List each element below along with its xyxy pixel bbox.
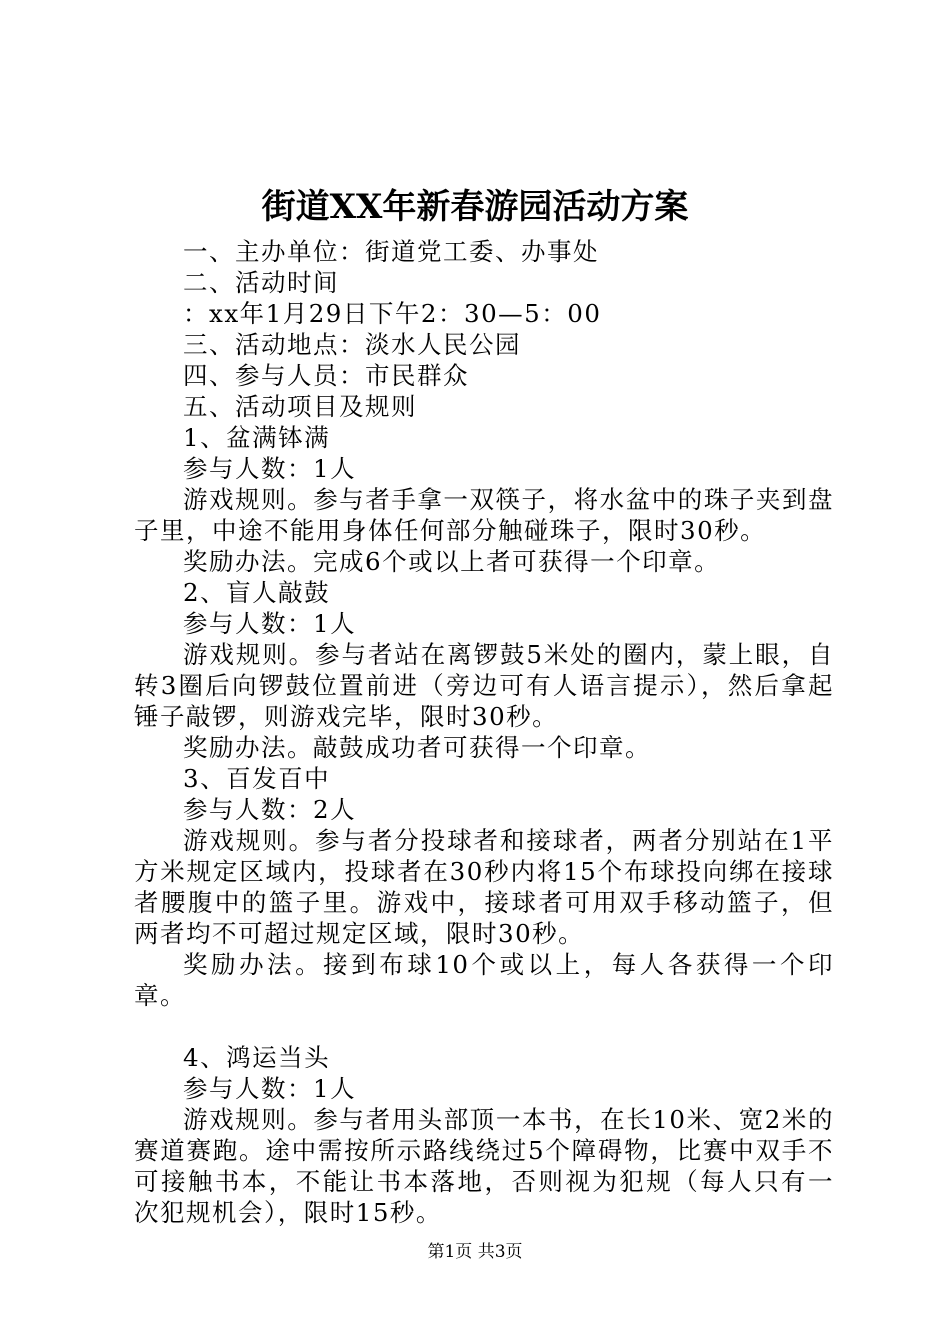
- paragraph-location: 三、活动地点：淡水人民公园: [183, 330, 521, 359]
- game-3-rules: 游戏规则。参与者分投球者和接球者，两者分别站在1平方米规定区域内，投球者在30秒内将15个布球投向绑在接球者腰腹中的篮子里。游戏中，接球者可用双手移动篮子，但两者均不可超过规定区域，限时30秒。: [134, 826, 834, 948]
- paragraph-time-value: ：xx年1月29日下午2：30—5：00: [183, 299, 602, 328]
- game-4-players: 参与人数：1人: [183, 1074, 357, 1103]
- game-3-reward: 奖励办法。接到布球10个或以上，每人各获得一个印章。: [134, 950, 834, 1010]
- paragraph-organizer: 一、主办单位：街道党工委、办事处: [183, 237, 599, 266]
- document-title: 街道XX年新春游园活动方案: [261, 187, 689, 227]
- game-4-title: 4、鸿运当头: [183, 1043, 331, 1072]
- game-1-title: 1、盆满钵满: [183, 423, 331, 452]
- game-2-reward: 奖励办法。敲鼓成功者可获得一个印章。: [183, 733, 651, 762]
- page-number: 第1页 共3页: [427, 1242, 523, 1262]
- paragraph-participants: 四、参与人员：市民群众: [183, 361, 469, 390]
- game-3-players: 参与人数：2人: [183, 795, 357, 824]
- game-3-title: 3、百发百中: [183, 764, 331, 793]
- blank-line: [134, 1011, 834, 1042]
- game-4-rules: 游戏规则。参与者用头部顶一本书，在长10米、宽2米的赛道赛跑。途中需按所示路线绕过5个障碍物，比赛中双手不可接触书本，不能让书本落地，否则视为犯规（每人只有一次犯规机会），限时15秒。: [134, 1105, 834, 1227]
- paragraph-items-heading: 五、活动项目及规则: [183, 392, 417, 421]
- document-body: [134, 236, 834, 1228]
- game-2-title: 2、盲人敲鼓: [183, 578, 331, 607]
- game-2-rules: 游戏规则。参与者站在离锣鼓5米处的圈内，蒙上眼，自转3圈后向锣鼓位置前进（旁边可有人语言提示），然后拿起锤子敲锣，则游戏完毕，限时30秒。: [134, 640, 834, 731]
- game-2-players: 参与人数：1人: [183, 609, 357, 638]
- game-1-rules: 游戏规则。参与者手拿一双筷子，将水盆中的珠子夹到盘子里，中途不能用身体任何部分触碰珠子，限时30秒。: [134, 485, 834, 545]
- game-1-reward: 奖励办法。完成6个或以上者可获得一个印章。: [183, 547, 721, 576]
- game-1-players: 参与人数：1人: [183, 454, 357, 483]
- paragraph-time-heading: 二、活动时间: [183, 268, 339, 297]
